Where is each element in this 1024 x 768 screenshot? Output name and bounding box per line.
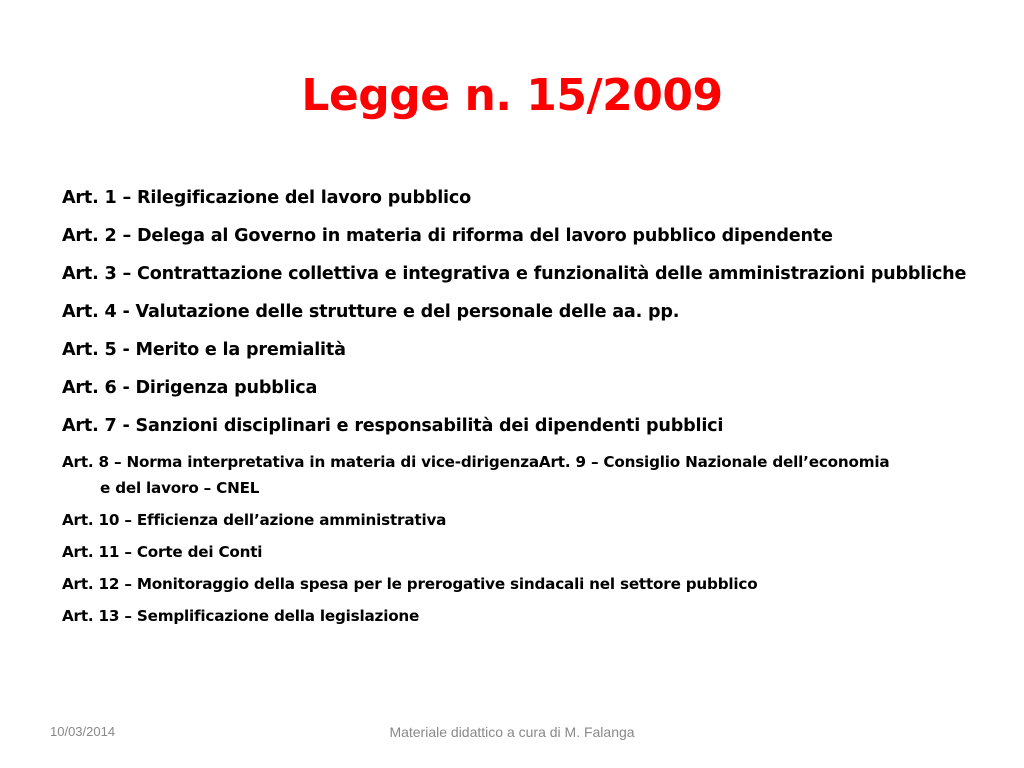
article-item: Art. 1 – Rilegificazione del lavoro pubblico bbox=[62, 188, 472, 208]
article-item: Art. 6 - Dirigenza pubblica bbox=[62, 378, 318, 398]
article-item: Art. 3 – Contrattazione collettiva e integrativa e funzionalità delle amministrazioni pubbliche bbox=[62, 264, 967, 284]
article-item: Art. 5 - Merito e la premialità bbox=[62, 340, 346, 360]
article-list bbox=[62, 183, 967, 635]
slide-title: Legge n. 15/2009 bbox=[301, 70, 723, 121]
article-item: Art. 2 – Delega al Governo in materia di riforma del lavoro pubblico dipendente bbox=[62, 226, 833, 246]
footer-author: Materiale didattico a cura di M. Falanga bbox=[389, 724, 635, 740]
article-item: Art. 7 - Sanzioni disciplinari e responsabilità dei dipendenti pubblici bbox=[62, 416, 724, 436]
footer-date: 10/03/2014 bbox=[50, 724, 116, 739]
article-item: Art. 10 – Efficienza dell’azione amministrativa bbox=[62, 511, 447, 529]
article-item: Art. 13 – Semplificazione della legislazione bbox=[62, 607, 420, 625]
article-item: Art. 11 – Corte dei Conti bbox=[62, 543, 263, 561]
article-item: Art. 4 - Valutazione delle strutture e del personale delle aa. pp. bbox=[62, 302, 680, 322]
article-item: Art. 12 – Monitoraggio della spesa per le prerogative sindacali nel settore pubblico bbox=[62, 575, 758, 593]
article-item: Art. 8 – Norma interpretativa in materia di vice-dirigenzaArt. 9 – Consiglio Nazionale dell’economia e del lavoro – CNEL bbox=[62, 453, 890, 497]
